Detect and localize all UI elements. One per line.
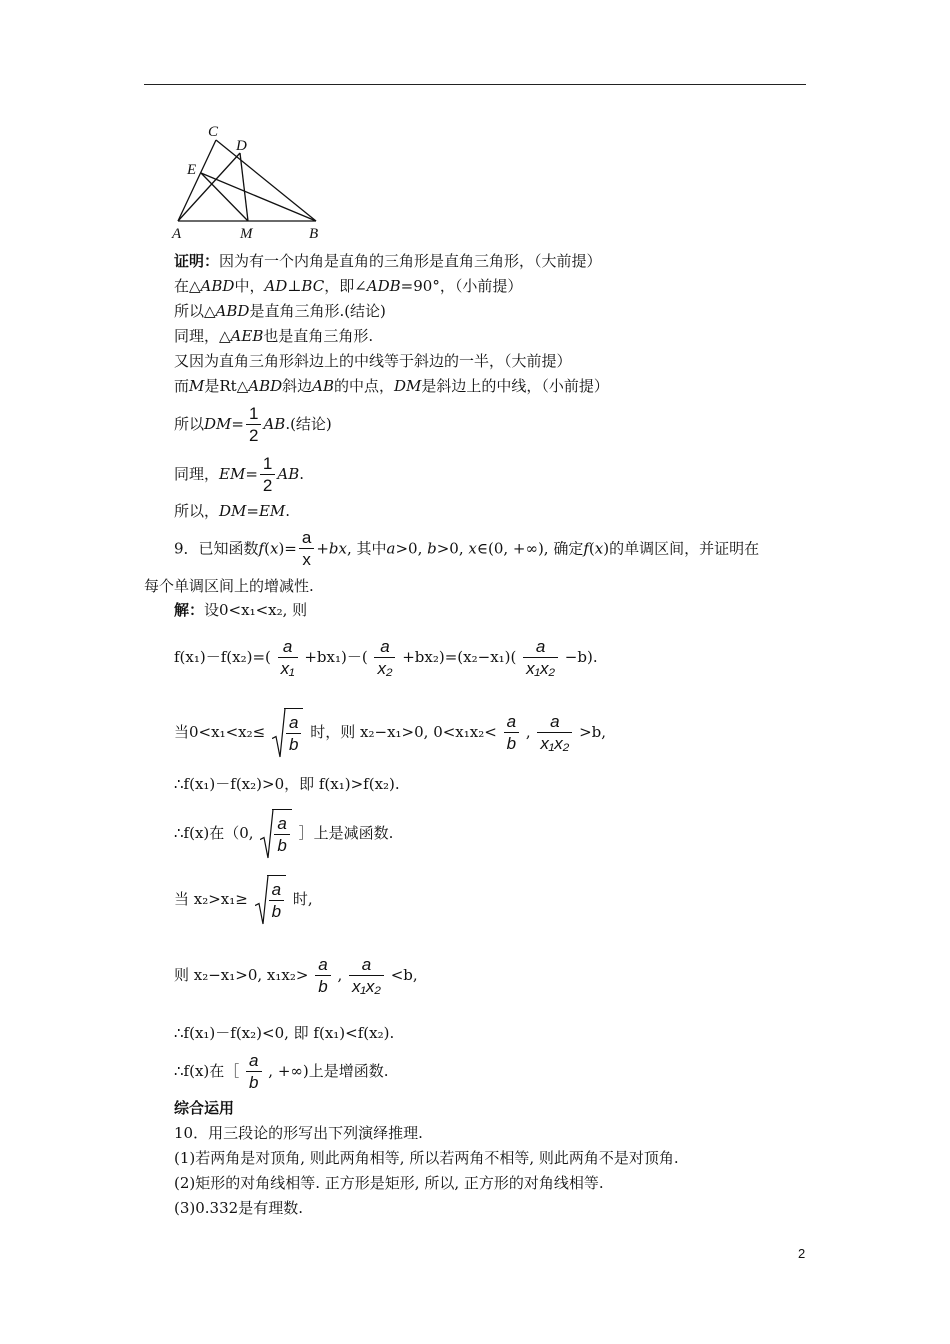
t: ,	[525, 723, 531, 741]
fraction-a-over-b	[246, 1051, 261, 1094]
t: 是斜边上的中线，（小前提）	[421, 377, 609, 395]
frac-num: a	[271, 880, 282, 899]
frac-den: b	[246, 1071, 261, 1094]
label-D: D	[236, 138, 247, 154]
sqrt-a-over-b	[272, 708, 303, 759]
fraction-a-over-x	[299, 528, 314, 571]
t: −b).	[564, 648, 598, 666]
t: DM	[204, 415, 232, 433]
label-A: A	[172, 226, 182, 242]
frac-den: x₁x₂	[349, 975, 384, 998]
fraction-half	[260, 454, 275, 497]
q10-part-3: (3)0.332是有理数.	[174, 1199, 303, 1217]
solution-line-7	[174, 950, 418, 1000]
t: ∈(0, +∞), 确定	[476, 539, 584, 558]
t: ⊥	[287, 277, 302, 295]
fraction-a-over-x1	[278, 637, 298, 680]
sqrt-a-over-b	[260, 809, 291, 860]
t: 设0<x₁<x₂, 则	[204, 601, 308, 619]
fraction-a-over-x2	[374, 637, 395, 680]
t: (	[588, 539, 595, 558]
t: AEB	[230, 327, 264, 345]
sqrt-a-over-b	[255, 875, 286, 926]
fraction-a-over-b	[315, 955, 330, 998]
q10-part-1: (1)若两角是对顶角, 则此两角相等, 所以若两角不相等, 则此两角不是对顶角.	[174, 1149, 679, 1167]
label-E: E	[187, 162, 197, 178]
proof-line-4	[174, 327, 373, 345]
fraction-a-over-b	[269, 880, 284, 923]
t: )=	[278, 539, 297, 558]
frac-num: a	[506, 711, 517, 731]
label-B: B	[309, 226, 319, 242]
t: bx	[328, 539, 347, 558]
t: 所以，	[174, 502, 220, 520]
t: b	[427, 539, 437, 558]
t: EM	[219, 465, 246, 483]
t: +bx₂)=(x₂−x₁)(	[402, 648, 517, 666]
t: 而	[174, 377, 190, 395]
t: 当0<x₁<x₂≤	[174, 723, 266, 741]
t: AB	[277, 465, 300, 483]
solution-line-1	[174, 601, 307, 619]
frac-num: a	[249, 1050, 259, 1070]
t: .	[299, 465, 305, 483]
t: ADB	[366, 277, 401, 295]
t: , +∞)上是增函数.	[268, 1062, 389, 1080]
t: .(结论)	[285, 415, 332, 433]
t: =	[246, 502, 259, 520]
t: DM	[394, 377, 422, 395]
solution-heading: 解：	[174, 601, 205, 619]
t: ］上是减函数.	[298, 824, 394, 842]
t: ，即∠	[324, 277, 367, 295]
proof-text-1: 因为有一个内角是直角的三角形是直角三角形，（大前提）	[219, 252, 602, 270]
t: x	[468, 539, 477, 558]
frac-num: a	[282, 636, 293, 656]
frac-den: x₁x₂	[523, 657, 558, 680]
t: AB	[263, 415, 286, 433]
t: =90°，（小前提）	[400, 277, 523, 295]
fraction-a-over-b	[274, 814, 289, 857]
frac-num: a	[277, 814, 287, 833]
solution-line-4: ∴f(x₁)－f(x₂)>0，即 f(x₁)>f(x₂).	[174, 775, 400, 793]
q10-title: 10．用三段论的形写出下列演绎推理.	[174, 1124, 423, 1142]
t: 斜边	[282, 377, 313, 395]
t: AD	[264, 277, 288, 295]
fraction-a-over-x1x2	[537, 712, 572, 755]
t: 中，	[234, 277, 265, 295]
t: 是Rt△	[204, 377, 249, 395]
frac-num: a	[535, 636, 546, 656]
frac-den: x₁	[278, 657, 298, 680]
section-title: 综合运用	[174, 1099, 235, 1117]
t: 当 x₂>x₁≥	[174, 890, 248, 908]
frac-den: b	[504, 732, 519, 755]
page-number: 2	[798, 1246, 806, 1261]
proof-line-9	[174, 502, 290, 520]
t: M	[189, 377, 205, 395]
t: 是直角三角形.(结论)	[249, 302, 386, 320]
label-M: M	[240, 226, 253, 242]
t: =	[231, 415, 244, 433]
solution-line-3	[174, 707, 606, 759]
proof-line-8	[174, 452, 304, 497]
t: f	[258, 539, 265, 558]
triangle-figure	[168, 118, 338, 243]
frac-den: b	[286, 733, 301, 756]
t: EM	[258, 502, 286, 520]
t: 所以	[174, 415, 205, 433]
frac-den: b	[269, 900, 284, 923]
q9-line-1	[174, 528, 759, 571]
proof-line-1	[174, 252, 602, 270]
solution-line-9	[174, 1046, 389, 1096]
t: x₂−x₁>0, 0<x₁x₂<	[360, 723, 497, 741]
radical-sign	[260, 809, 274, 860]
t: .	[285, 502, 291, 520]
fraction-half	[246, 404, 261, 447]
header-rule	[144, 84, 806, 85]
t: ∴f(x)在［	[174, 1062, 240, 1080]
t: <b,	[390, 966, 418, 984]
q10-part-2: (2)矩形的对角线相等. 正方形是矩形, 所以, 正方形的对角线相等.	[174, 1174, 604, 1192]
t: 时，则	[310, 723, 356, 741]
fraction-a-over-x1x2	[523, 637, 558, 680]
radical-sign	[272, 708, 286, 759]
fraction-a-over-b	[286, 713, 301, 756]
proof-line-7	[174, 402, 332, 447]
t: )的单调区间，并证明在	[603, 539, 760, 558]
radical-sign	[255, 875, 269, 926]
t: ABD	[200, 277, 235, 295]
t: +bx₁)－(	[304, 648, 368, 666]
t: , 其中	[346, 539, 387, 558]
q9-line-2: 每个单调区间上的增减性.	[144, 577, 314, 595]
t: ,	[337, 966, 343, 984]
frac-num: 1	[262, 453, 273, 473]
frac-den: b	[274, 834, 289, 857]
frac-num: a	[361, 954, 372, 974]
t: ABD	[248, 377, 283, 395]
proof-line-3	[174, 302, 386, 320]
frac-num: a	[301, 528, 312, 547]
t: ∴f(x)在（0,	[174, 824, 254, 842]
frac-den: x₁x₂	[537, 732, 572, 755]
t: 同理，△	[174, 327, 231, 345]
solution-line-8: ∴f(x₁)－f(x₂)<0, 即 f(x₁)<f(x₂).	[174, 1024, 395, 1042]
frac-num: a	[380, 636, 390, 656]
frac-den: 2	[246, 424, 261, 447]
solution-line-2	[174, 632, 598, 682]
t: 所以△	[174, 302, 216, 320]
t: (	[264, 539, 270, 558]
frac-den: b	[315, 975, 330, 998]
frac-num: a	[550, 711, 560, 731]
t: 在△	[174, 277, 201, 295]
frac-num: a	[288, 713, 299, 732]
t: ABD	[215, 302, 250, 320]
frac-den: x	[299, 548, 314, 571]
frac-num: a	[318, 954, 328, 974]
t: >0,	[395, 539, 428, 558]
t: x	[269, 539, 279, 558]
t: f(x₁)－f(x₂)=(	[174, 648, 271, 666]
t: 时,	[292, 890, 313, 908]
t: f	[583, 539, 589, 558]
t: DM	[219, 502, 247, 520]
proof-line-6	[174, 377, 609, 395]
t: 的中点，	[334, 377, 395, 395]
t: a	[386, 539, 396, 558]
t: 9．已知函数	[174, 539, 259, 558]
solution-line-5	[174, 808, 393, 860]
proof-line-5: 又因为直角三角形斜边上的中线等于斜边的一半，（大前提）	[174, 352, 572, 370]
t: 也是直角三角形.	[263, 327, 374, 345]
label-C: C	[208, 124, 219, 140]
frac-den: 2	[260, 474, 275, 497]
t: 则 x₂−x₁>0, x₁x₂>	[174, 966, 309, 984]
fraction-a-over-x1x2	[349, 955, 384, 998]
frac-num: 1	[248, 403, 259, 423]
solution-line-6	[174, 874, 313, 926]
t: +	[316, 539, 329, 558]
t: >0,	[436, 539, 469, 558]
t: x	[594, 539, 604, 558]
t: =	[245, 465, 258, 483]
t: >b,	[579, 723, 607, 741]
proof-heading: 证明：	[174, 252, 220, 270]
t: BC	[301, 277, 325, 295]
t: AB	[312, 377, 334, 395]
frac-den: x₂	[374, 657, 395, 680]
proof-line-2	[174, 277, 522, 295]
fraction-a-over-b	[504, 712, 519, 755]
t: 同理，	[174, 465, 220, 483]
